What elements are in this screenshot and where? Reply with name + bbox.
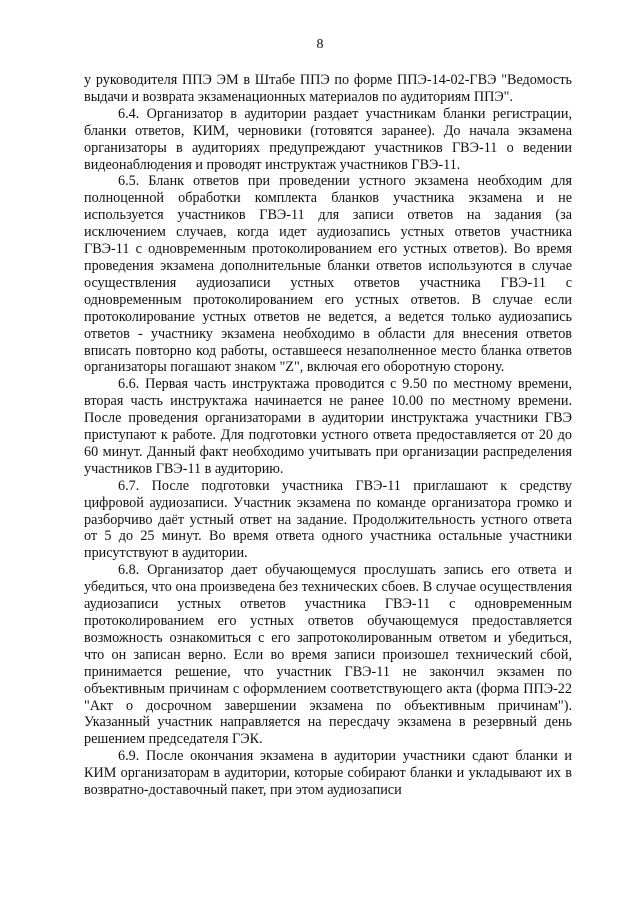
paragraph-6-8: 6.8. Организатор дает обучающемуся прослушать запись его ответа и убедиться, что она произведена без технических сбоев. В случае осуществления аудиозаписи устных ответов участника ГВЭ-11 с одновременным протоколированием его устных ответов обучающемуся предоставляется возможность ознакомиться с его запротоколированным ответом и убедиться, что он записан верно. Если во время записи произошел технический сбой, принимается решение, что участник ГВЭ-11 не закончил экзамен по объективным причинам с оформлением соответствующего акта (форма ППЭ-22 "Акт о досрочном завершении экзамена по объективным причинам"). Указанный участник направляется на пересдачу экзамена в резервный день решением председателя ГЭК. xyxy=(84,562,572,748)
paragraph-continuation: у руководителя ППЭ ЭМ в Штабе ППЭ по форме ППЭ-14-02-ГВЭ "Ведомость выдачи и возврата экзаменационных материалов по аудиториям ППЭ". xyxy=(84,72,572,105)
page-number: 8 xyxy=(316,37,324,52)
paragraph-6-5: 6.5. Бланк ответов при проведении устного экзамена необходим для полноценной обработки комплекта бланков участника экзамена и не используется участников ГВЭ-11 для записи ответов на задания (за исключением случаев, когда идет аудиозапись устных ответов участника ГВЭ-11 с одновременным протоколированием его устных ответов). Во время проведения экзамена дополнительные бланки ответов используются в случае осуществления аудиозаписи устных ответов участника ГВЭ-11 с одновременным протоколированием его устных ответов. В случае если протоколирование устных ответов не ведется, а ведется только аудиозапись ответов - участнику экзамена необходимо в области для внесения ответов вписать повторно код работы, оставшееся незаполненное место бланка ответов организаторы погашают знаком "Z", включая его оборотную сторону. xyxy=(84,173,572,376)
paragraph-6-7: 6.7. После подготовки участника ГВЭ-11 приглашают к средству цифровой аудиозаписи. Участник экзамена по команде организатора громко и разборчиво даёт устный ответ на задание. Продолжительность устного ответа от 5 до 25 минут. Во время ответа одного участника остальные участники присутствуют в аудитории. xyxy=(84,477,572,562)
paragraph-6-9: 6.9. После окончания экзамена в аудитории участники сдают бланки и КИМ организаторам в аудитории, которые собирают бланки и укладывают их в возвратно-доставочный пакет, при этом аудиозаписи xyxy=(84,748,572,799)
paragraph-6-6: 6.6. Первая часть инструктажа проводится с 9.50 по местному времени, вторая часть инструктажа начинается не ранее 10.00 по местному времени. После проведения организаторами в аудитории инструктажа участники ГВЭ приступают к работе. Для подготовки устного ответа предоставляется от 20 до 60 минут. Данный факт необходимо учитывать при организации распределения участников ГВЭ-11 в аудиторию. xyxy=(84,376,572,477)
paragraph-6-4: 6.4. Организатор в аудитории раздает участникам бланки регистрации, бланки ответов, КИМ, черновики (готовятся заранее). До начала экзамена организаторы в аудиториях предупреждают участников ГВЭ-11 о ведении видеонаблюдения и проводят инструктаж участников ГВЭ-11. xyxy=(84,105,572,173)
